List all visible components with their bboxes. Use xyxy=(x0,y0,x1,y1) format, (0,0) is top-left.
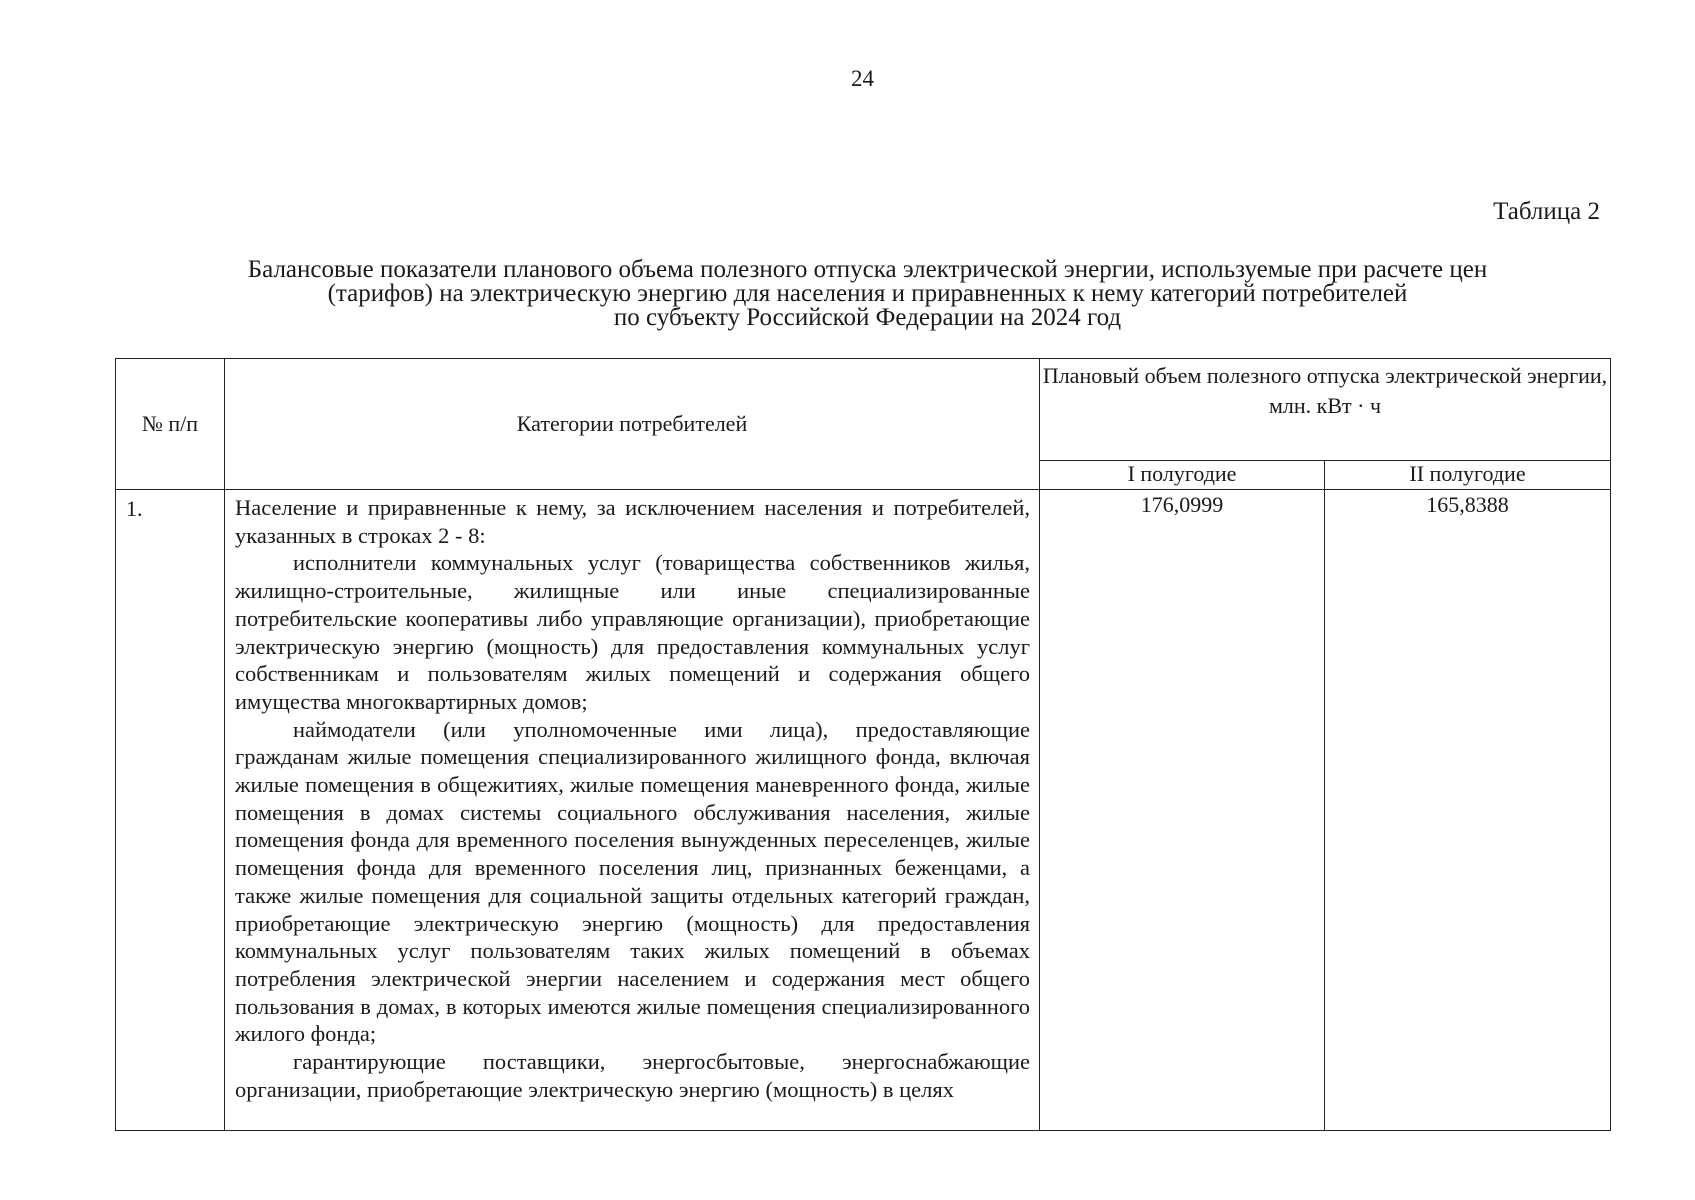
title-line-2: (тарифов) на электрическую энергию для населения и приравненных к нему категорий потребителей xyxy=(327,280,1408,307)
row-half2-value: 165,8388 xyxy=(1325,490,1611,1131)
header-half2: II полугодие xyxy=(1325,461,1611,490)
header-category: Категории потребителей xyxy=(225,359,1040,490)
header-half1: I полугодие xyxy=(1040,461,1325,490)
page-number: 24 xyxy=(851,66,874,91)
header-row-1 xyxy=(116,359,1611,461)
row-half1-value: 176,0999 xyxy=(1040,490,1325,1131)
row-category xyxy=(225,490,1040,1131)
category-paragraph: гарантирующие поставщики, энергосбытовые, энергоснабжающие организации, приобретающие электрическую энергию (мощность) в целях xyxy=(235,1049,1030,1102)
row-num: 1. xyxy=(116,490,225,1131)
header-volume: Плановый объем полезного отпуска электрической энергии, млн. кВт · ч xyxy=(1040,359,1611,461)
category-paragraph: Население и приравненные к нему, за исключением населения и потребителей, указанных в строках 2 - 8: xyxy=(235,495,1030,548)
table-row xyxy=(116,490,1611,1131)
balance-table xyxy=(115,358,1611,1131)
document-title xyxy=(150,258,1585,330)
title-line-1: Балансовые показатели планового объема полезного отпуска электрической энергии, используемые при расчете цен xyxy=(247,256,1488,283)
table-number: Таблица 2 xyxy=(1493,198,1600,225)
category-paragraph: исполнители коммунальных услуг (товарищества собственников жилья, жилищно-строительные, жилищные или иные специализированные потребительские кооперативы либо управляющие организации), приобретающие электрическую энергию (мощность) для предоставления коммунальных услуг собственникам и пользователям жилых помещений и содержания общего имущества многоквартирных домов; xyxy=(235,550,1030,714)
header-num: № п/п xyxy=(116,359,225,490)
category-paragraph: наймодатели (или уполномоченные ими лица), предоставляющие гражданам жилые помещения специализированного жилищного фонда, включая жилые помещения в общежитиях, жилые помещения маневренного фонда, жилые помещения в домах системы социального обслуживания населения, жилые помещения фонда для временного поселения вынужденных переселенцев, жилые помещения фонда для временного поселения лиц, признанных беженцами, а также жилые помещения для социальной защиты отдельных категорий граждан, приобретающие электрическую энергию (мощность) для предоставления коммунальных услуг пользователям таких жилых помещений в объемах потребления электрической энергии населением и содержания мест общего пользования в домах, в которых имеются жилые помещения специализированного жилого фонда; xyxy=(235,716,1030,1047)
title-line-3: по субъекту Российской Федерации на 2024 год xyxy=(613,304,1122,331)
